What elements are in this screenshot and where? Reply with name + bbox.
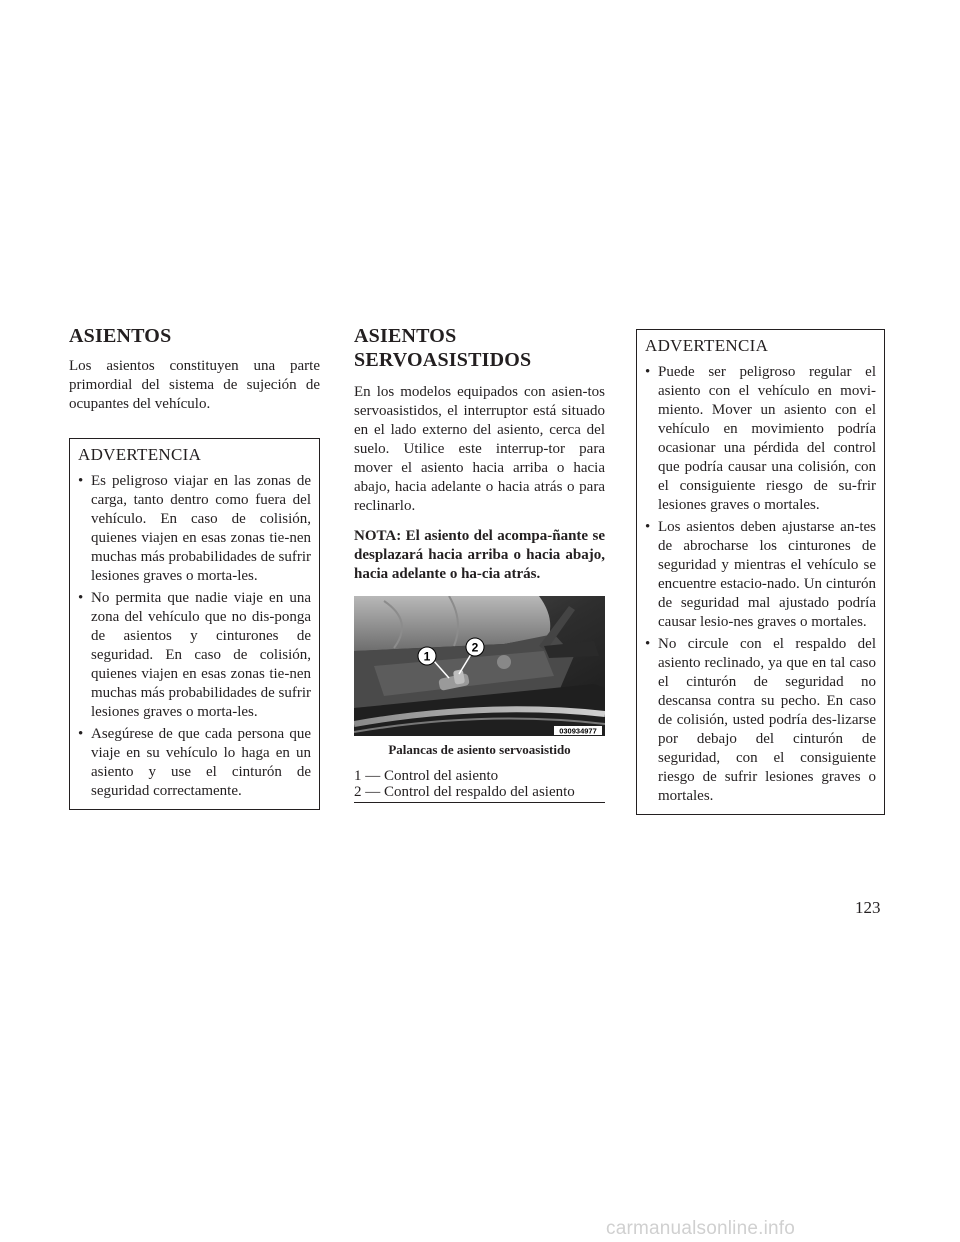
page-number: 123 <box>855 898 881 917</box>
warning-box <box>69 438 320 810</box>
callout-1: 1 <box>423 649 431 664</box>
seat-controls-photo <box>354 596 605 736</box>
section-title: ASIENTOS <box>69 325 172 347</box>
bullet-icon: • <box>645 364 651 380</box>
watermark: carmanualsonline.info <box>606 1218 796 1239</box>
warning-item: • No permita que nadie viaje en una zona del vehículo que no dis-ponga de asientos y cinturones de seguridad. En caso de colisión, quienes viajen en esas zonas tie-nen muchas más probabilidades de sufrir lesiones graves o morta-les. <box>78 590 311 720</box>
column-asientos-servoasistidos <box>354 324 605 803</box>
note-paragraph: NOTA: El asiento del acompa-ñante se desplazará hacia arriba o hacia abajo, hacia adelante o ha-cia atrás. <box>354 528 605 582</box>
warning-item: • Es peligroso viajar en las zonas de carga, tanto dentro como fuera del vehículo. En caso de colisión, quienes viajen en esas zonas tie-nen muchas más probabilidades de sufrir lesiones graves o morta-les. <box>78 473 311 584</box>
legend-item: 1 — Control del asiento <box>354 768 499 784</box>
warning-box <box>636 329 885 815</box>
bullet-icon: • <box>78 590 84 606</box>
figure-caption: Palancas de asiento servoasistido <box>388 742 571 757</box>
callout-2: 2 <box>471 640 479 655</box>
bullet-icon: • <box>645 519 651 535</box>
bullet-icon: • <box>78 726 84 742</box>
column-asientos <box>69 324 320 810</box>
bullet-icon: • <box>645 636 651 652</box>
warning-item: • Asegúrese de que cada persona que viaje en su vehículo lo haga en un asiento y use el cinturón de seguridad correctamente. <box>78 726 311 799</box>
warning-item: • No circule con el respaldo del asiento reclinado, ya que en tal caso el cinturón de seguridad no descansa contra su pecho. En caso de colisión, usted podría des-lizarse por debajo del cinturón de seguridad, con el consiguiente riesgo de sufrir lesiones graves o mortales. <box>645 636 876 804</box>
intro-paragraph: Los asientos constituyen una parte primordial del sistema de sujeción de ocupantes del vehículo. <box>69 358 320 412</box>
warning-item: • Los asientos deben ajustarse an-tes de abrocharse los cinturones de seguridad y mientras el vehículo se encuentre estacio-nado. Un cinturón de seguridad mal ajustado podría causar lesio-nes graves o mortales. <box>645 519 876 630</box>
warning-heading: ADVERTENCIA <box>78 445 202 464</box>
warning-item: • Puede ser peligroso regular el asiento con el vehículo en movi-miento. Mover un asiento con el vehículo en movimiento podría ocasionar una pérdida del control que podría causar una colisión, con el consiguiente riesgo de su-frir lesiones graves o mortales. <box>645 364 876 513</box>
body-paragraph: En los modelos equipados con asien-tos servoasistidos, el interruptor está situado en el lado externo del asiento, cerca del suelo. Utilice este interrup-tor para mover el asiento hacia arriba o hacia abajo, hacia adelante o hacia atrás o para reclinarlo. <box>354 384 605 514</box>
bullet-icon: • <box>78 473 84 489</box>
legend-item: 2 — Control del respaldo del asiento <box>354 784 575 800</box>
section-title: ASIENTOS SERVOASISTIDOS <box>354 325 532 371</box>
warning-heading: ADVERTENCIA <box>645 336 769 355</box>
figure-legend <box>354 768 605 803</box>
figure-code: 030934977 <box>559 726 597 736</box>
column-advertencia <box>636 329 885 815</box>
